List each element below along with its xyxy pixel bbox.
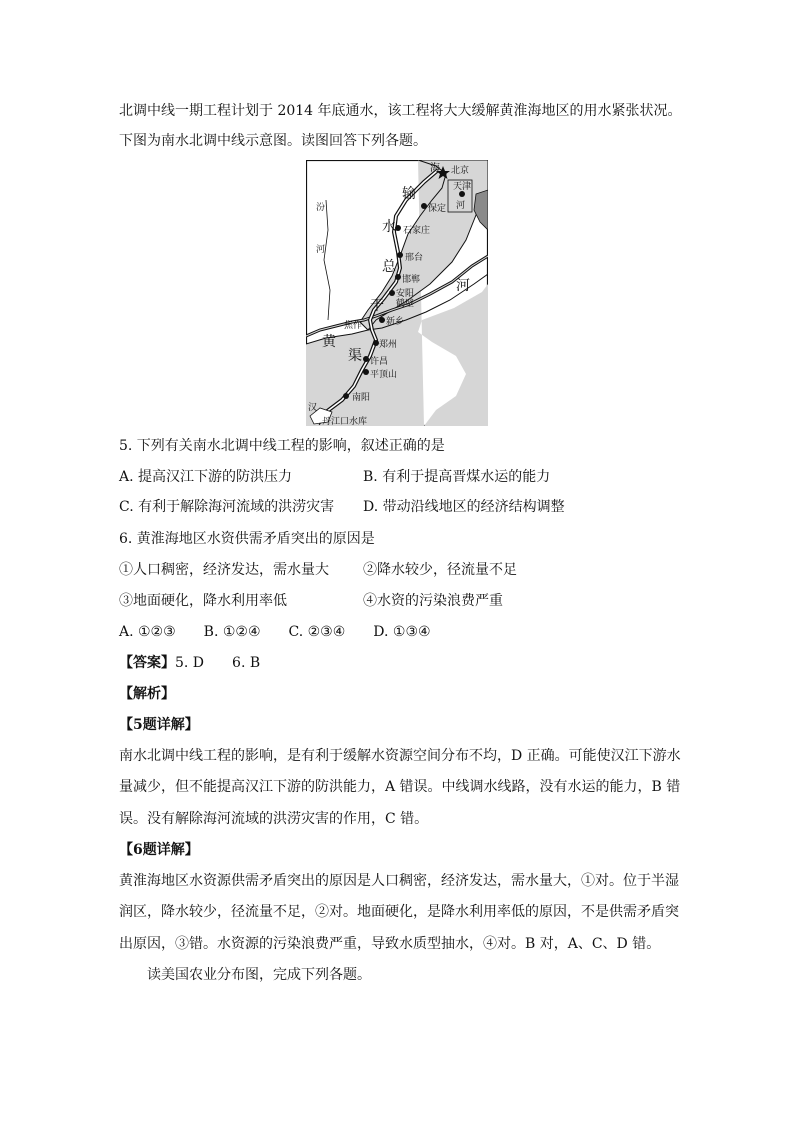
south-north-water-diversion-map — [306, 160, 488, 426]
intro-line-2: 下图为南水北调中线示意图。读图回答下列各题。 — [119, 133, 427, 149]
detail-5-label: 【5题详解】 — [119, 717, 199, 733]
label-shijiazhuang: 石家庄 — [403, 226, 431, 236]
label-shu: 输 — [402, 186, 416, 202]
label-hebi: 鹤壁 — [396, 299, 415, 309]
detail-5-line-2: 量减少，但不能提高汉江下游的防洪能力，A 错误。中线调水线路，没有水运的能力，B 错 — [119, 779, 681, 795]
detail-5-line-3: 误。没有解除海河流域的洪涝灾害的作用，C 错。 — [119, 811, 429, 827]
q5-option-c: C. 有利于解除海河流域的洪涝灾害 — [119, 499, 335, 515]
label-baoding: 保定 — [428, 204, 447, 214]
intro-line-1: 北调中线一期工程计划于 2014 年底通水，该工程将大大缓解黄淮海地区的用水紧张状况。 — [119, 103, 682, 119]
map-figure — [306, 160, 488, 426]
q6-item-4: ④水资的污染浪费严重 — [363, 593, 503, 609]
detail-6-line-1: 黄淮海地区水资源供需矛盾突出的原因是人口稠密，经济发达，需水量大，①对。位于半湿 — [119, 873, 679, 889]
next-section-intro: 读美国农业分布图，完成下列各题。 — [147, 967, 371, 983]
label-shui: 水 — [382, 219, 396, 235]
detail-6-line-2: 润区，降水较少，径流量不足，②对。地面硬化，是降水利用率低的原因，不是供需矛盾突 — [119, 904, 679, 920]
q6-item-3: ③地面硬化，降水利用率低 — [119, 593, 287, 609]
detail-5-line-1: 南水北调中线工程的影响，是有利于缓解水资源空间分布不均，D 正确。可能使汉江下游水 — [119, 748, 681, 764]
label-tianjin: 天津 — [453, 182, 472, 192]
q6-choices: A. ①②③ B. ①②④ C. ②③④ D. ①③④ — [119, 624, 431, 640]
xuchang-dot — [363, 356, 369, 362]
detail-6-line-3: 出原因，③错。水资源的污染浪费严重，导致水质型抽水，④对。B 对，A、C、D 错。 — [119, 936, 661, 952]
label-anyang: 安阳 — [396, 289, 415, 299]
baoding-dot — [421, 203, 427, 209]
xingtai-dot — [397, 252, 403, 258]
label-zong: 总 — [382, 259, 396, 275]
label-he-left: 河 — [316, 245, 326, 255]
label-he-small: 河 — [456, 201, 466, 211]
nanyang-dot — [343, 393, 349, 399]
xinxiang-dot — [379, 317, 385, 323]
q5-option-d: D. 带动沿线地区的经济结构调整 — [363, 499, 565, 515]
label-pingdingshan: 平顶山 — [370, 370, 398, 380]
q5-option-a: A. 提高汉江下游的防洪压力 — [119, 469, 293, 485]
label-qu: 渠 — [348, 348, 362, 364]
answer-label: 【答案】 — [119, 655, 175, 671]
q5-option-b: B. 有利于提高晋煤水运的能力 — [363, 469, 551, 485]
label-fen: 汾 — [316, 203, 326, 213]
label-handan: 邯郸 — [402, 275, 421, 285]
label-jiaozuo: 焦作 — [344, 321, 363, 331]
label-beijing: 北京 — [451, 166, 470, 176]
label-dam: 丹江口水库 — [322, 417, 368, 426]
q6-stem: 6. 黄淮海地区水资供需矛盾突出的原因是 — [119, 531, 375, 547]
label-han: 汉 — [308, 403, 318, 413]
analysis-label: 【解析】 — [119, 686, 175, 702]
label-zhengzhou: 郑州 — [379, 340, 398, 350]
pingdingshan-dot — [363, 369, 369, 375]
q6-item-2: ②降水较少，径流量不足 — [363, 562, 517, 578]
label-xingtai: 邢台 — [405, 253, 424, 263]
label-gan: 干 — [370, 298, 384, 314]
label-xinxiang: 新乡 — [386, 317, 405, 327]
label-xuchang: 许昌 — [370, 357, 389, 367]
label-hai: 海 — [430, 163, 440, 174]
label-huang: 黄 — [322, 334, 336, 350]
anyang-dot — [389, 290, 395, 296]
label-he-right: 河 — [456, 278, 470, 294]
detail-6-label: 【6题详解】 — [119, 842, 199, 858]
label-nanyang: 南阳 — [352, 393, 371, 403]
answer-line — [119, 653, 260, 673]
q6-item-1: ①人口稠密，经济发达，需水量大 — [119, 562, 329, 578]
answer-text: 5. D 6. B — [175, 655, 261, 671]
q5-stem: 5. 下列有关南水北调中线工程的影响，叙述正确的是 — [119, 438, 445, 454]
